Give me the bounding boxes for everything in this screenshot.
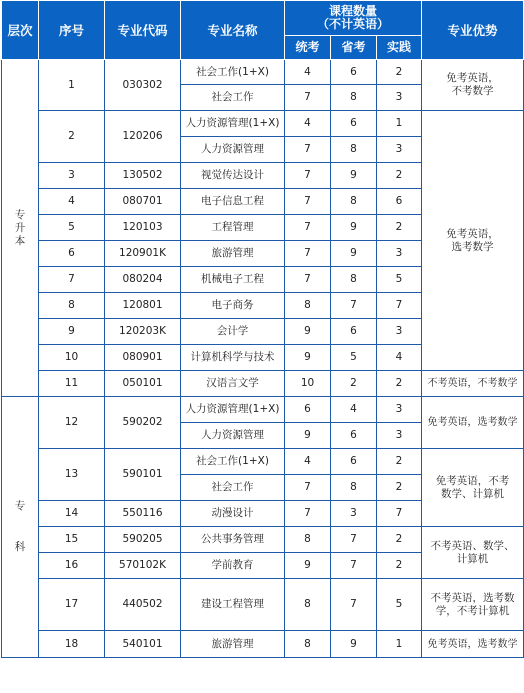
table-row xyxy=(2,111,524,137)
level-char: 专 xyxy=(14,208,26,221)
provincial-cell: 7 xyxy=(331,553,377,579)
advantage-cell: 免考英语，选考数学 xyxy=(422,631,524,658)
code-cell: 030302 xyxy=(105,60,181,111)
practice-cell: 7 xyxy=(377,293,422,319)
advantage-cell xyxy=(422,449,524,527)
provincial-cell: 8 xyxy=(331,85,377,111)
practice-cell: 5 xyxy=(377,267,422,293)
code-cell: 440502 xyxy=(105,579,181,631)
unified-cell: 6 xyxy=(285,397,331,423)
seq-cell: 1 xyxy=(39,60,105,111)
advantage-line: 学，不考计算机 xyxy=(435,604,510,617)
unified-cell: 7 xyxy=(285,241,331,267)
name-cell: 电子商务 xyxy=(181,293,285,319)
unified-cell: 9 xyxy=(285,319,331,345)
practice-cell: 2 xyxy=(377,553,422,579)
provincial-cell: 3 xyxy=(331,501,377,527)
level-char: 专 xyxy=(14,500,26,512)
advantage-line: 免考英语， xyxy=(446,227,499,240)
practice-cell: 4 xyxy=(377,345,422,371)
seq-cell: 17 xyxy=(39,579,105,631)
level-char: 升 xyxy=(14,221,26,234)
level-cell-zsb xyxy=(2,60,39,397)
provincial-cell: 8 xyxy=(331,137,377,163)
level-cell-zk xyxy=(2,397,39,658)
advantage-cell xyxy=(422,60,524,111)
seq-cell: 13 xyxy=(39,449,105,501)
seq-cell: 11 xyxy=(39,371,105,397)
seq-cell: 2 xyxy=(39,111,105,163)
unified-cell: 9 xyxy=(285,345,331,371)
advantage-line: 不考英语，选考数 xyxy=(430,591,515,604)
name-cell: 公共事务管理 xyxy=(181,527,285,553)
name-cell: 动漫设计 xyxy=(181,501,285,527)
practice-cell: 2 xyxy=(377,215,422,241)
seq-cell: 7 xyxy=(39,267,105,293)
unified-cell: 7 xyxy=(285,501,331,527)
header-course-count xyxy=(285,1,422,36)
code-cell: 080701 xyxy=(105,189,181,215)
table-row xyxy=(2,631,524,658)
provincial-cell: 7 xyxy=(331,579,377,631)
code-cell: 590101 xyxy=(105,449,181,501)
unified-cell: 7 xyxy=(285,267,331,293)
unified-cell: 4 xyxy=(285,60,331,85)
table-row xyxy=(2,371,524,397)
name-cell: 电子信息工程 xyxy=(181,189,285,215)
advantage-line: 选考数学 xyxy=(451,240,494,253)
header-practice: 实践 xyxy=(377,36,422,60)
table-row xyxy=(2,397,524,423)
code-cell: 120206 xyxy=(105,111,181,163)
practice-cell: 6 xyxy=(377,189,422,215)
practice-cell: 3 xyxy=(377,85,422,111)
unified-cell: 8 xyxy=(285,527,331,553)
provincial-cell: 6 xyxy=(331,423,377,449)
seq-cell: 15 xyxy=(39,527,105,553)
code-cell: 130502 xyxy=(105,163,181,189)
seq-cell: 5 xyxy=(39,215,105,241)
table-row xyxy=(2,527,524,553)
practice-cell: 3 xyxy=(377,423,422,449)
name-cell: 工程管理 xyxy=(181,215,285,241)
majors-table xyxy=(1,0,524,658)
code-cell: 050101 xyxy=(105,371,181,397)
code-cell: 590202 xyxy=(105,397,181,449)
practice-cell: 1 xyxy=(377,111,422,137)
name-cell: 学前教育 xyxy=(181,553,285,579)
seq-cell: 8 xyxy=(39,293,105,319)
code-cell: 590205 xyxy=(105,527,181,553)
code-cell: 120801 xyxy=(105,293,181,319)
practice-cell: 2 xyxy=(377,60,422,85)
header-course-count-line1: 课程数量 xyxy=(329,4,378,18)
seq-cell: 9 xyxy=(39,319,105,345)
unified-cell: 8 xyxy=(285,293,331,319)
provincial-cell: 9 xyxy=(331,163,377,189)
code-cell: 120901K xyxy=(105,241,181,267)
advantage-cell: 不考英语，不考数学 xyxy=(422,371,524,397)
provincial-cell: 8 xyxy=(331,475,377,501)
unified-cell: 8 xyxy=(285,631,331,658)
advantage-line: 计算机 xyxy=(456,552,489,565)
header-provincial: 省考 xyxy=(331,36,377,60)
seq-cell: 3 xyxy=(39,163,105,189)
practice-cell: 1 xyxy=(377,631,422,658)
practice-cell: 2 xyxy=(377,449,422,475)
name-cell: 人力资源管理(1+X) xyxy=(181,397,285,423)
unified-cell: 7 xyxy=(285,85,331,111)
name-cell: 会计学 xyxy=(181,319,285,345)
seq-cell: 12 xyxy=(39,397,105,449)
practice-cell: 2 xyxy=(377,527,422,553)
provincial-cell: 6 xyxy=(331,449,377,475)
practice-cell: 3 xyxy=(377,397,422,423)
unified-cell: 9 xyxy=(285,423,331,449)
name-cell: 汉语言文学 xyxy=(181,371,285,397)
advantage-cell xyxy=(422,527,524,579)
header-name: 专业名称 xyxy=(181,1,285,60)
practice-cell: 3 xyxy=(377,319,422,345)
name-cell: 人力资源管理(1+X) xyxy=(181,111,285,137)
provincial-cell: 7 xyxy=(331,293,377,319)
seq-cell: 14 xyxy=(39,501,105,527)
name-cell: 计算机科学与技术 xyxy=(181,345,285,371)
unified-cell: 10 xyxy=(285,371,331,397)
practice-cell: 5 xyxy=(377,579,422,631)
unified-cell: 7 xyxy=(285,215,331,241)
header-course-count-line2: （不计英语） xyxy=(317,17,390,31)
code-cell: 080901 xyxy=(105,345,181,371)
advantage-line: 免考英语，不考 xyxy=(435,474,510,487)
practice-cell: 7 xyxy=(377,501,422,527)
provincial-cell: 6 xyxy=(331,319,377,345)
provincial-cell: 2 xyxy=(331,371,377,397)
provincial-cell: 6 xyxy=(331,111,377,137)
provincial-cell: 8 xyxy=(331,189,377,215)
provincial-cell: 8 xyxy=(331,267,377,293)
provincial-cell: 6 xyxy=(331,60,377,85)
advantage-cell xyxy=(422,579,524,631)
seq-cell: 16 xyxy=(39,553,105,579)
practice-cell: 3 xyxy=(377,241,422,267)
practice-cell: 2 xyxy=(377,475,422,501)
practice-cell: 2 xyxy=(377,163,422,189)
header-unified: 统考 xyxy=(285,36,331,60)
advantage-cell xyxy=(422,111,524,371)
name-cell: 人力资源管理 xyxy=(181,137,285,163)
advantage-line: 数学、计算机 xyxy=(441,487,505,500)
unified-cell: 7 xyxy=(285,163,331,189)
name-cell: 社会工作(1+X) xyxy=(181,60,285,85)
name-cell: 旅游管理 xyxy=(181,241,285,267)
name-cell: 社会工作 xyxy=(181,475,285,501)
unified-cell: 8 xyxy=(285,579,331,631)
header-advantage: 专业优势 xyxy=(422,1,524,60)
name-cell: 建设工程管理 xyxy=(181,579,285,631)
seq-cell: 10 xyxy=(39,345,105,371)
code-cell: 120103 xyxy=(105,215,181,241)
unified-cell: 9 xyxy=(285,553,331,579)
name-cell: 人力资源管理 xyxy=(181,423,285,449)
header-seq: 序号 xyxy=(39,1,105,60)
unified-cell: 4 xyxy=(285,449,331,475)
advantage-line: 不考英语、数学、 xyxy=(430,539,515,552)
provincial-cell: 9 xyxy=(331,631,377,658)
name-cell: 社会工作 xyxy=(181,85,285,111)
code-cell: 570102K xyxy=(105,553,181,579)
seq-cell: 6 xyxy=(39,241,105,267)
code-cell: 550116 xyxy=(105,501,181,527)
name-cell: 旅游管理 xyxy=(181,631,285,658)
advantage-cell: 免考英语，选考数学 xyxy=(422,397,524,449)
header-code: 专业代码 xyxy=(105,1,181,60)
level-char: 科 xyxy=(14,541,26,553)
seq-cell: 18 xyxy=(39,631,105,658)
practice-cell: 3 xyxy=(377,137,422,163)
name-cell: 视觉传达设计 xyxy=(181,163,285,189)
table-row xyxy=(2,449,524,475)
unified-cell: 7 xyxy=(285,137,331,163)
provincial-cell: 9 xyxy=(331,215,377,241)
advantage-line: 免考英语， xyxy=(446,72,499,84)
code-cell: 120203K xyxy=(105,319,181,345)
table-row xyxy=(2,579,524,631)
practice-cell: 2 xyxy=(377,371,422,397)
advantage-line: 不考数学 xyxy=(451,85,494,97)
unified-cell: 7 xyxy=(285,475,331,501)
unified-cell: 7 xyxy=(285,189,331,215)
code-cell: 540101 xyxy=(105,631,181,658)
name-cell: 机械电子工程 xyxy=(181,267,285,293)
provincial-cell: 7 xyxy=(331,527,377,553)
provincial-cell: 4 xyxy=(331,397,377,423)
header-level: 层次 xyxy=(2,1,39,60)
provincial-cell: 5 xyxy=(331,345,377,371)
seq-cell: 4 xyxy=(39,189,105,215)
name-cell: 社会工作(1+X) xyxy=(181,449,285,475)
level-char: 本 xyxy=(14,234,26,247)
table-row xyxy=(2,60,524,85)
provincial-cell: 9 xyxy=(331,241,377,267)
code-cell: 080204 xyxy=(105,267,181,293)
unified-cell: 4 xyxy=(285,111,331,137)
